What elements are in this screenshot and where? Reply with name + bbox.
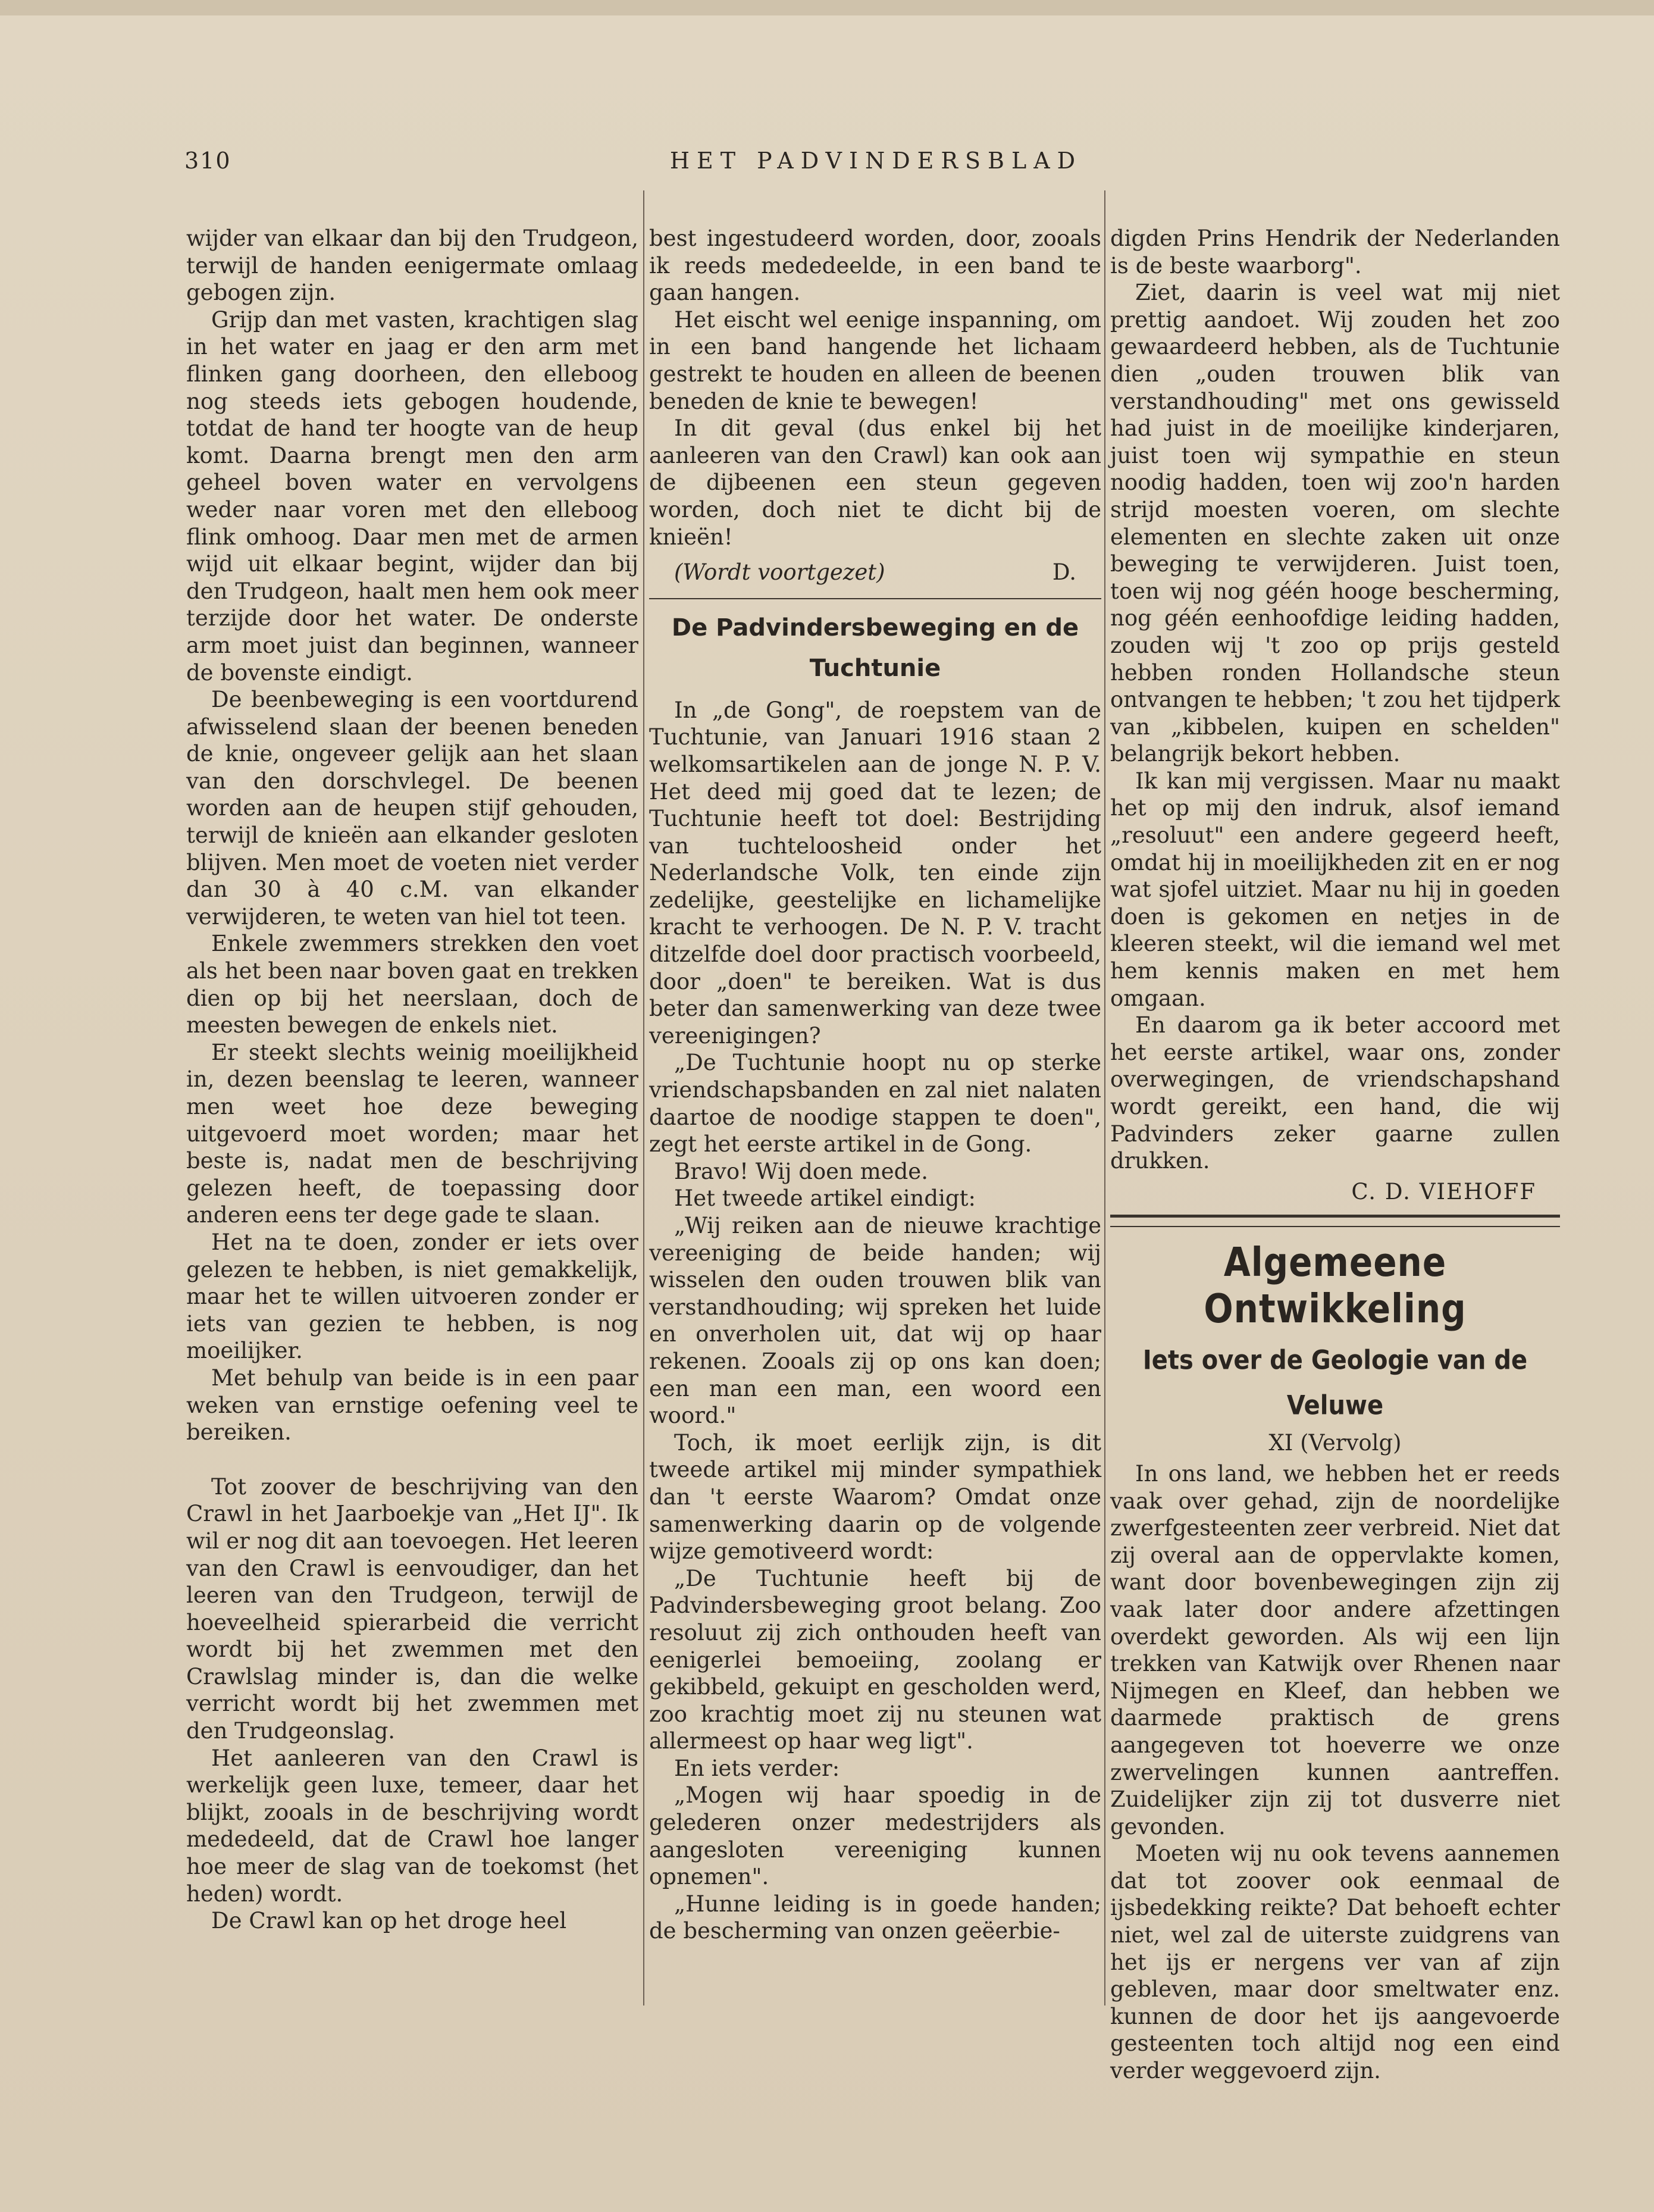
running-title: HET PADVINDERSBLAD — [669, 148, 1083, 174]
paragraph: In „de Gong", de roepstem van de Tuchtunie, van Januari 1916 staan 2 welkomsartikelen aan de jonge N. P. V. Het deed mij goed dat te lezen; de Tuchtunie heeft tot doel: Bestrijding van tuchteloosheid onder het Nederlandsche Volk, ten einde zijn zedelijke, geestelijke en lichamelijke kracht te verhoogen. De N. P. V. tracht ditzelfde doel door practisch voorbeeld, door „doen" te bereiken. Wat is dus beter dan samenwerking van deze twee vereenigingen? — [649, 697, 1101, 1049]
paragraph: Het eischt wel eenige inspanning, om in een band hangende het lichaam gestrekt te houden en alleen de beenen beneden de knie te bewegen! — [649, 306, 1101, 414]
horizontal-rule — [1110, 1226, 1560, 1227]
page-header — [184, 148, 1568, 183]
continued-note: (Wordt voortgezet) — [674, 559, 885, 586]
paragraph: „Mogen wij haar spoedig in de gelederen onzer medestrijders als aangesloten vereeniging kunnen opnemen". — [649, 1782, 1101, 1890]
paragraph: Ik kan mij vergissen. Maar nu maakt het op mij den indruk, alsof iemand „resoluut" een andere gegeerd heeft, omdat hij in moeilijkheden zit en er nog wat sjofel uitziet. Maar nu hij in goeden doen is gekomen en netjes in de kleeren steekt, wil die iemand wel met hem kennis maken en met hem omgaan. — [1110, 768, 1560, 1011]
page-number: 310 — [184, 148, 231, 174]
paragraph: best ingestudeerd worden, door, zooals ik reeds mededeelde, in een band te gaan hangen. — [649, 226, 1101, 306]
paragraph: Het na te doen, zonder er iets over gelezen te hebben, is niet gemakkelijk, maar het te willen uitvoeren zonder er iets van gezien te hebben, is nog moeilijker. — [186, 1229, 638, 1364]
column-2 — [649, 225, 1101, 1945]
column-divider — [643, 190, 644, 2005]
paragraph: In dit geval (dus enkel bij het aanleeren van den Crawl) kan ook aan de dijbeenen een steun gegeven worden, doch niet te dicht bij de knieën! — [649, 415, 1101, 550]
horizontal-rule — [649, 598, 1101, 599]
article-subtitle: XI (Vervolg) — [1268, 1430, 1402, 1456]
article-author: C. D. VIEHOFF — [1351, 1178, 1536, 1204]
article-title: Iets over de Geologie van de Veluwe — [1142, 1345, 1528, 1422]
paragraph: En daarom ga ik beter accoord met het eerste artikel, waar ons, zonder overwegingen, de vriendschapshand wordt gereikt, een hand, die wij Padvinders zeker gaarne zullen drukken. — [1110, 1012, 1560, 1174]
paragraph: „De Tuchtunie hoopt nu op sterke vriendschapsbanden en zal niet nalaten daartoe de noodige stappen te doen", zegt het eerste artikel in de Gong. — [649, 1050, 1101, 1157]
article-title — [649, 608, 1101, 689]
paragraph: De beenbeweging is een voortdurend afwisselend slaan der beenen beneden de knie, ongeveer gelijk aan het slaan van den dorschvlegel. De beenen worden aan de heupen stijf gehouden, terwijl de knieën aan elkander gesloten blijven. Men moet de voeten niet verder dan 30 à 40 c.M. van elkander verwijderen, te weten van hiel tot teen. — [186, 687, 638, 930]
paragraph: Het tweede artikel eindigt: — [674, 1185, 976, 1212]
paragraph: In ons land, we hebben het er reeds vaak over gehad, zijn de noordelijke zwerfgesteenten zeer verbreid. Niet dat zij overal aan de oppervlakte komen, want door bovenbewegingen zijn zij vaak later door andere afzettingen overdekt geworden. Als wij een lijn trekken van Katwijk over Rhenen naar Nijmegen en Kleef, dan hebben we daarmede praktisch de grens aangegeven tot hoeverre we onze zwervelingen kunnen aantreffen. Zuidelijker zijn zij tot dusverre niet gevonden. — [1110, 1460, 1560, 1839]
section-title: Algemeene Ontwikkeling — [1204, 1239, 1467, 1332]
continued-signature: D. — [1052, 559, 1076, 586]
paragraph: Ziet, daarin is veel wat mij niet prettig aandoet. Wij zouden het zoo gewaardeerd hebben, als de Tuchtunie dien „ouden trouwen blik van verstandhouding" met ons gewisseld had juist in de moeilijke kinderjaren, juist toen wij sympathie en steun noodig hadden, toen wij zoo'n harden strijd moesten voeren, om slechte elementen en slechte zaken uit onze beweging te verwijderen. Juist toen, toen wij nog géén hooge bescherming, nog géén eenhoofdige leiding hadden, zouden wij 't zoo op prijs gesteld hebben ronden Hollandsche steun ontvangen te hebben; 't zou het tijdperk van „kibbelen, kuipen en schelden" belangrijk bekort hebben. — [1110, 280, 1560, 767]
paragraph: wijder van elkaar dan bij den Trudgeon, terwijl de handen eenigermate omlaag gebogen zijn. — [186, 226, 638, 306]
paragraph: Toch, ik moet eerlijk zijn, is dit tweede artikel mij minder sympathiek dan 't eerste Waarom? Omdat onze samenwerking daarin op de volgende wijze gemotiveerd wordt: — [649, 1429, 1101, 1565]
paragraph: Bravo! Wij doen mede. — [674, 1158, 928, 1184]
column-divider — [1104, 190, 1105, 2005]
horizontal-rule — [1110, 1215, 1560, 1218]
article-title-line: Tuchtunie — [809, 654, 941, 682]
paragraph: Met behulp van beide is in een paar weken van ernstige oefening veel te bereiken. — [186, 1365, 638, 1446]
paragraph: „Wij reiken aan de nieuwe krachtige vereeniging de beide handen; wij wisselen den ouden trouwen blik van verstandhouding; wij spreken het luide en onverholen uit, dat wij op haar rekenen. Zooals zij op ons kan doen; een man een man, een woord een woord." — [649, 1213, 1101, 1429]
paragraph: Moeten wij nu ook tevens aannemen dat tot zoover ook eenmaal de ijsbedekking reikte? Dat behoeft echter niet, wel zal de uiterste zuidgrens van het ijs er nergens ver van af zijn gebleven, maar door smeltwater enz. kunnen de door het ijs aangevoerde gesteenten toch altijd nog een eind verder weggevoerd zijn. — [1110, 1841, 1560, 2084]
column-3 — [1110, 225, 1560, 2085]
paragraph: En iets verder: — [674, 1755, 840, 1781]
paragraph: Enkele zwemmers strekken den voet als het been naar boven gaat en trekken dien op bij het neerslaan, doch de meesten bewegen de enkels niet. — [186, 931, 638, 1038]
paragraph: Tot zoover de beschrijving van den Crawl in het Jaarboekje van „Het IJ". Ik wil er nog dit aan toevoegen. Het leeren van den Crawl is eenvoudiger, dan het leeren van den Trudgeon, terwijl de hoeveelheid spierarbeid die verricht wordt bij het zwemmen met den Crawlslag minder is, dan die welke verricht wordt bij het zwemmen met den Trudgeonslag. — [186, 1473, 638, 1744]
paragraph: Grijp dan met vasten, krachtigen slag in het water en jaag er den arm met flinken gang doorheen, den elleboog nog steeds iets gebogen houdende, totdat de hand ter hoogte van de heup komt. Daarna brengt men den arm geheel boven water en vervolgens weder naar voren met den elleboog flink omhoog. Daar men met de armen wijd uit elkaar begint, wijder dan bij den Trudgeon, haalt men hem ook meer terzijde door het water. De onderste arm moet juist dan beginnen, wanneer de bovenste eindigt. — [186, 306, 638, 686]
paragraph: Het aanleeren van den Crawl is werkelijk geen luxe, temeer, daar het blijkt, zooals in de beschrijving wordt mededeeld, dat de Crawl hoe langer hoe meer de slag van de toekomst (het heden) wordt. — [186, 1745, 638, 1907]
paragraph: Er steekt slechts weinig moeilijkheid in, dezen beenslag te leeren, wanneer men weet hoe deze beweging uitgevoerd moet worden; maar het beste is, nadat men de beschrijving gelezen heeft, de toepassing door anderen eens ter dege gade te slaan. — [186, 1039, 638, 1228]
paragraph: De Crawl kan op het droge heel — [211, 1908, 567, 1934]
torn-top-edge — [0, 0, 1654, 15]
article-title-line: De Padvindersbeweging en de — [671, 614, 1079, 642]
paragraph: „De Tuchtunie heeft bij de Padvindersbeweging groot belang. Zoo resoluut zij zich onthouden heeft van eenigerlei bemoeiing, zoolang er gekibbeld, gekuipt en gescholden werd, zoo krachtig moet zij nu steunen wat allermeest op haar weg ligt". — [649, 1565, 1101, 1754]
spacer — [186, 1446, 638, 1473]
paragraph: digden Prins Hendrik der Nederlanden is de beste waarborg". — [1110, 226, 1560, 279]
paragraph: „Hunne leiding is in goede handen; de bescherming van onzen geëerbie- — [649, 1891, 1101, 1944]
column-1 — [186, 225, 638, 1935]
continued-line — [649, 559, 1101, 586]
